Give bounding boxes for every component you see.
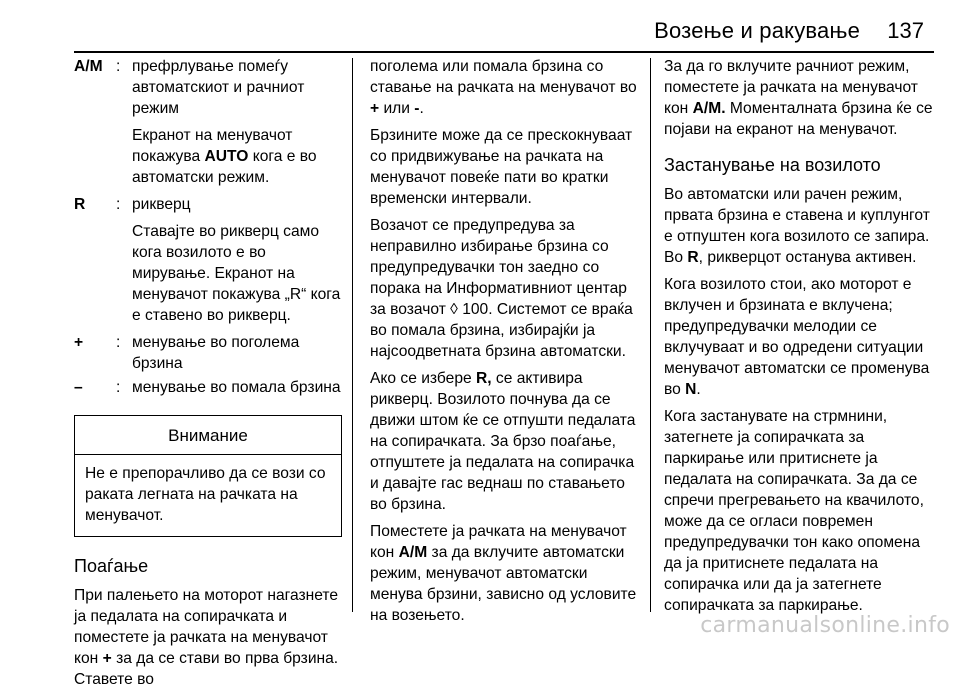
definition-colon: : xyxy=(116,58,121,75)
watermark: carmanualsonline.info xyxy=(700,613,950,638)
definition-body xyxy=(132,332,342,377)
warning-text: Не е препорачливо да се вози со раката легната на рачката на менувачот. xyxy=(85,465,326,524)
warning-box xyxy=(74,415,342,537)
definition-row xyxy=(74,194,342,332)
paragraph: Во автоматски или рачен режим, првата брзина е ставена и куплунгот е отпуштен кога возилото се запира. Во R, рикверцот останува активен. xyxy=(664,186,930,266)
definition-text: менување во поголема брзина xyxy=(132,334,300,372)
header-title: Возење и ракување xyxy=(654,18,860,43)
column-divider xyxy=(352,58,353,612)
definition-body xyxy=(132,194,342,332)
warning-heading: Внимание xyxy=(75,416,341,455)
definition-text: рикверц xyxy=(132,196,191,213)
definition-row xyxy=(74,332,342,377)
definition-text: Екранот на менувачот покажува AUTO кога е во автоматски режим. xyxy=(132,127,317,186)
definition-colon: : xyxy=(116,196,121,213)
definition-colon: : xyxy=(116,334,121,351)
definition-list xyxy=(74,56,342,401)
section-heading-starting: Поаѓање xyxy=(74,556,149,576)
paragraph: Брзините може да се прескокнуваат со придвижување на рачката на менувачот повеќе пати во кратки временски интервали. xyxy=(370,127,633,207)
definition-row xyxy=(74,377,342,401)
paragraph: При палењето на моторот нагазнете ја педалата на сопирачката и поместете ја рачката на менувачот кон + за да се стави во прва брзина. Ставете во xyxy=(74,587,339,688)
paragraph: За да го вклучите рачниот режим, поместете ја рачката на менувачот кон A/M. Моменталната брзина ќе се појави на екранот на менувачот. xyxy=(664,58,933,138)
column-left xyxy=(74,56,342,696)
definition-text: менување во помала брзина xyxy=(132,379,341,396)
column-divider xyxy=(650,58,651,612)
definition-body xyxy=(132,56,342,194)
definition-term: R xyxy=(74,196,86,213)
column-middle xyxy=(370,56,640,632)
definition-term: A/M xyxy=(74,58,103,75)
definition-text: префрлување помеѓу автоматскиот и рачниот режим xyxy=(132,58,305,117)
paragraph: Кога возилото стои, ако моторот е вклучен и брзината е вклучена; предупредувачки мелодии се вклучуваат и во одредени ситуации менувачот автоматски се променува во N. xyxy=(664,276,930,398)
definition-colon: : xyxy=(116,379,121,396)
paragraph: Кога застанувате на стрмнини, затегнете ја сопирачката за паркирање или притиснете ја педалата на сопирачката. За да се спречи прегревањето на квачилото, може да се огласи повремен предупредувачки тон како опомена да ја притиснете педалата на сопирачка или да ја затегнете сопирачката за паркирање. xyxy=(664,408,924,614)
header-rule xyxy=(74,51,934,53)
definition-row xyxy=(74,56,342,194)
paragraph: Возачот се предупредува за неправилно избирање брзина со предупредувачки тон заедно со порака на Информативниот центар за возачот ◊ 100. Системот се враќа во помала брзина, избирајќи ја најсоодветната брзина автоматски. xyxy=(370,217,633,360)
paragraph: поголема или помала брзина со ставање на рачката на менувачот во + или -. xyxy=(370,58,637,117)
section-heading-stopping: Застанување на возилото xyxy=(664,155,881,175)
paragraph: Поместете ја рачката на менувачот кон A/M за да вклучите автоматски режим, менувачот автоматски менува брзини, зависно од условите на возењето. xyxy=(370,523,637,624)
paragraph: Ако се избере R, се активира рикверц. Возилото почнува да се движи штом ќе се отпушти педалата на сопирачката. За брзо поаѓање, отпуштете ја педалата на сопирачка и давајте гас веднаш по ставањето во брзина. xyxy=(370,370,636,513)
definition-text: Ставајте во рикверц само кога возилото е во мирување. Екранот на менувачот покажува „R“ кога е ставено во рикверц. xyxy=(132,223,341,324)
definition-term: + xyxy=(74,334,84,351)
page-number: 137 xyxy=(887,18,924,43)
definition-body xyxy=(132,377,342,401)
definition-term: – xyxy=(74,379,83,396)
column-right xyxy=(664,56,936,622)
